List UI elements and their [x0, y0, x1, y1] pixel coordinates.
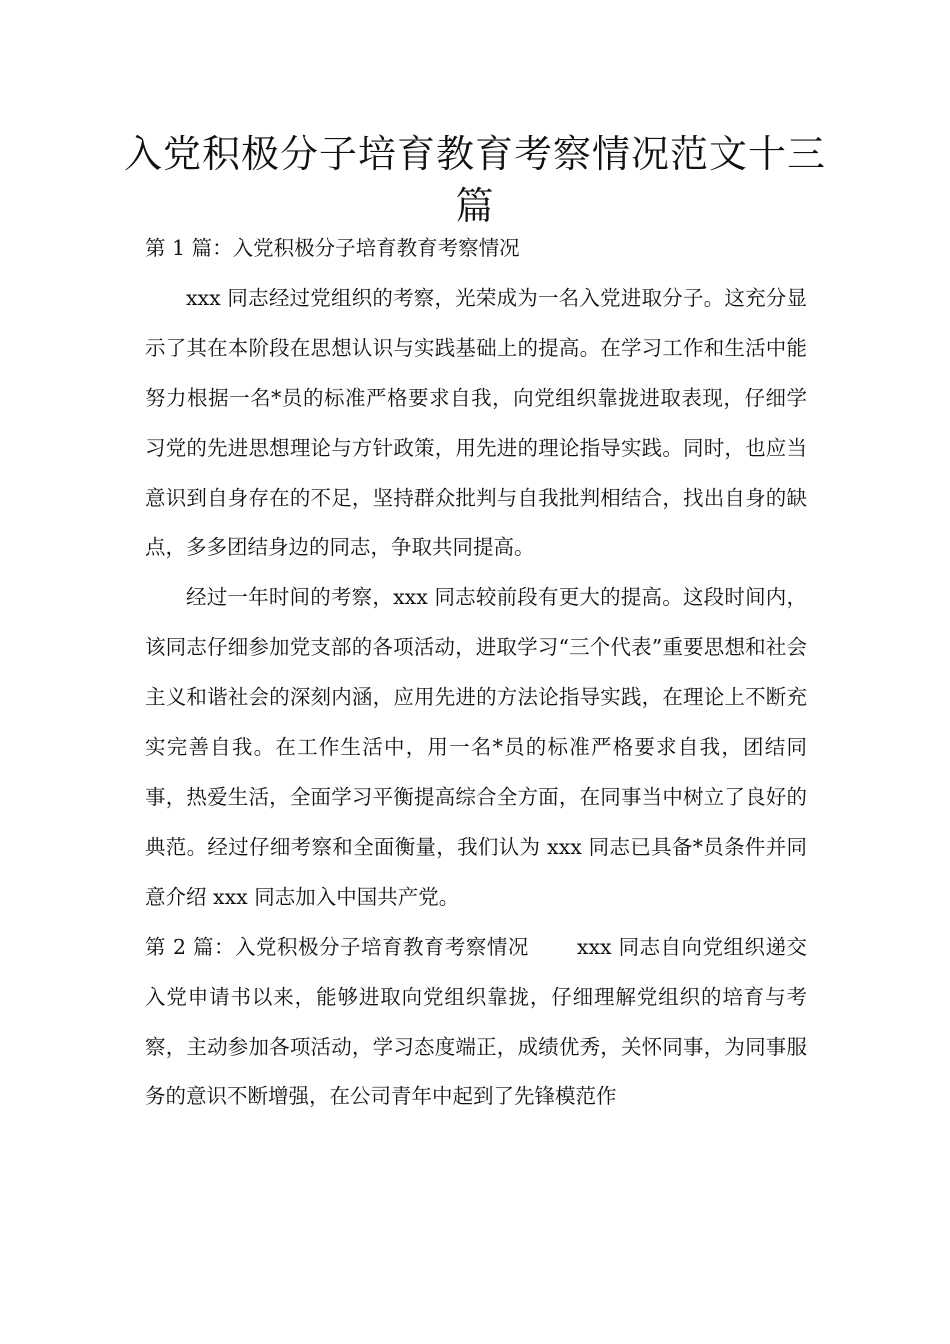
- section-1-heading: 第 1 篇：入党积极分子培育教育考察情况: [145, 236, 520, 260]
- section-1-paragraph-2: 经过一年时间的考察，xxx 同志较前段有更大的提高。这段时间内，该同志仔细参加党支部的各项活动，进取学习“三个代表”重要思想和社会主义和谐社会的深刻内涵，应用先进的方法论指导实践，在理论上不断充实完善自我。在工作生活中，用一名*员的标准严格要求自我，团结同事，热爱生活，全面学习平衡提高综合全方面，在同事当中树立了良好的典范。经过仔细考察和全面衡量，我们认为 xxx 同志已具备*员条件并同意介绍 xxx 同志加入中国共产党。: [145, 585, 807, 909]
- section-1-paragraph-1: xxx 同志经过党组织的考察，光荣成为一名入党进取分子。这充分显示了其在本阶段在思想认识与实践基础上的提高。在学习工作和生活中能努力根据一名*员的标准严格要求自我，向党组织靠拢进取表现，仔细学习党的先进思想理论与方针政策，用先进的理论指导实践。同时，也应当意识到自身存在的不足，坚持群众批判与自我批判相结合，找出自身的缺点，多多团结身边的同志，争取共同提高。: [145, 285, 807, 560]
- document-body: [145, 224, 807, 1122]
- section-2-paragraph-1: xxx 同志自向党组织递交入党申请书以来，能够进取向党组织靠拢，仔细理解党组织的培育与考察，主动参加各项活动，学习态度端正，成绩优秀，关怀同事，为同事服务的意识不断增强，在公司青年中起到了先锋模范作: [145, 934, 808, 1109]
- document-title: 入党积极分子培育教育考察情况范文十三篇: [123, 132, 826, 228]
- section-2-block: [145, 923, 807, 1123]
- section-2-heading: 第 2 篇：入党积极分子培育教育考察情况: [145, 934, 529, 959]
